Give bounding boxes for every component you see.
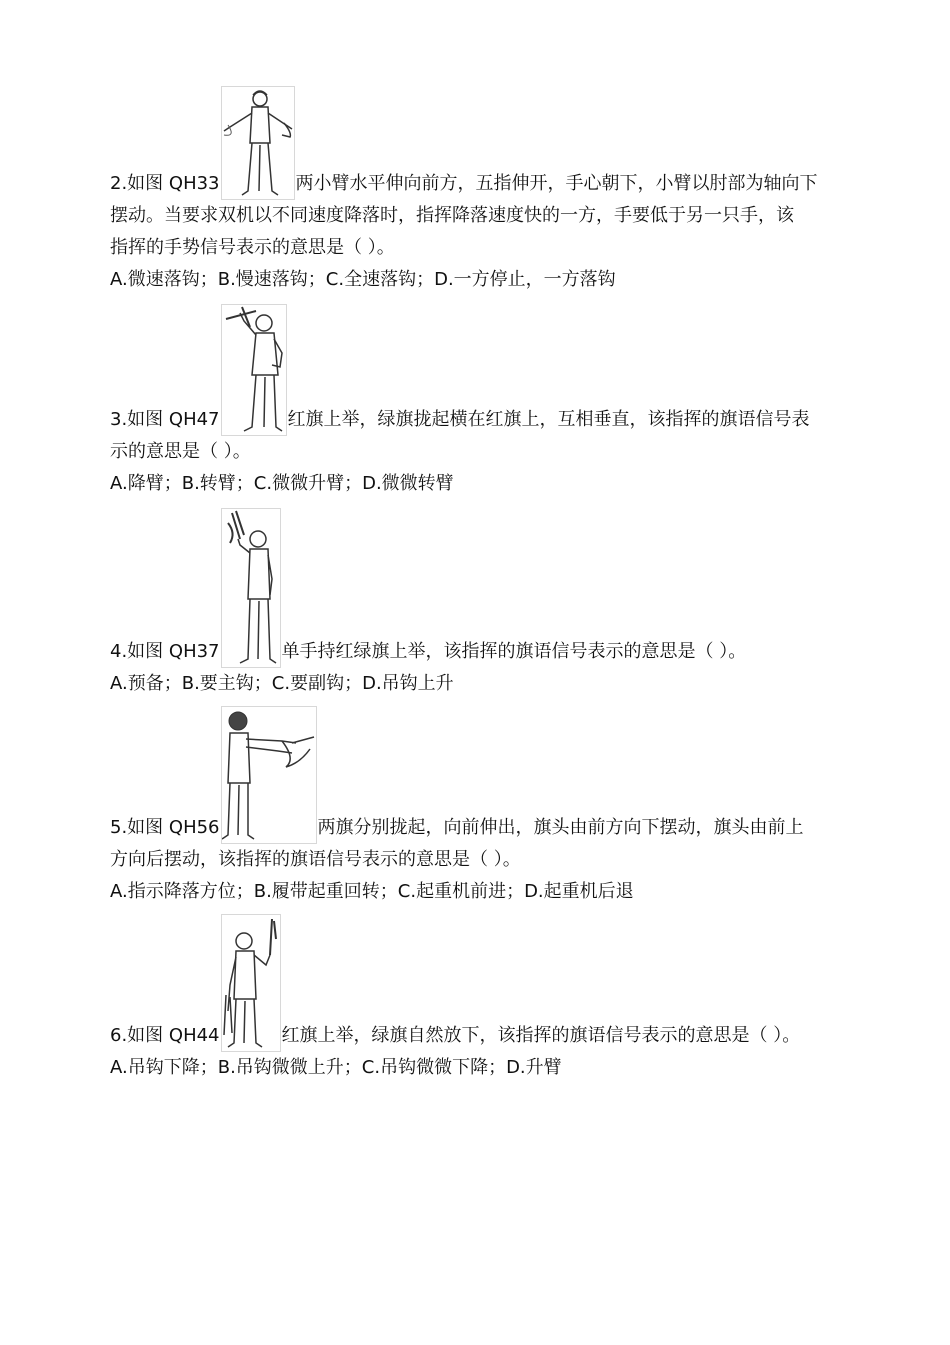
question-6-stem-first: 红旗上举，绿旗自然放下，该指挥的旗语信号表示的意思是（ ）。 xyxy=(281,1025,801,1046)
arms-forward-figure-icon xyxy=(221,86,295,200)
question-6 xyxy=(110,910,870,1084)
question-3 xyxy=(110,300,870,500)
question-5 xyxy=(110,702,870,908)
question-2-number: 2.如图 QH33 xyxy=(110,173,220,194)
question-2-stem-line-2: 摆动。当要求双机以不同速度降落时，指挥降落速度快的一方，手要低于另一只手，该 xyxy=(110,205,794,226)
question-2-stem-first: 两小臂水平伸向前方，五指伸开，手心朝下，小臂以肘部为轴向下 xyxy=(295,173,818,194)
crossed-flags-figure-icon xyxy=(221,304,287,436)
question-6-number: 6.如图 QH44 xyxy=(110,1025,220,1046)
question-3-stem-line-2: 示的意思是（ ）。 xyxy=(110,441,251,462)
question-2-options: A.微速落钩；B.慢速落钩；C.全速落钩；D.一方停止，一方落钩 xyxy=(110,269,616,290)
question-3-number: 3.如图 QH47 xyxy=(110,409,220,430)
question-3-stem-first: 红旗上举，绿旗拢起横在红旗上，互相垂直，该指挥的旗语信号表 xyxy=(287,409,810,430)
question-4-number: 4.如图 QH37 xyxy=(110,641,220,662)
question-2-stem-line-3: 指挥的手势信号表示的意思是（ ）。 xyxy=(110,237,395,258)
question-2 xyxy=(110,82,870,296)
single-hand-flags-up-figure-icon xyxy=(221,508,281,668)
question-5-stem-first: 两旗分别拢起，向前伸出，旗头由前方向下摆动，旗头由前上 xyxy=(317,817,804,838)
flags-forward-figure-icon xyxy=(221,706,317,844)
question-5-options: A.指示降落方位；B.履带起重回转；C.起重机前进；D.起重机后退 xyxy=(110,881,634,902)
question-4-options: A.预备；B.要主钩；C.要副钩；D.吊钩上升 xyxy=(110,673,454,694)
question-5-number: 5.如图 QH56 xyxy=(110,817,220,838)
question-4-stem-first: 单手持红绿旗上举，该指挥的旗语信号表示的意思是（ ）。 xyxy=(281,641,747,662)
question-4 xyxy=(110,504,870,700)
question-3-options: A.降臂；B.转臂；C.微微升臂；D.微微转臂 xyxy=(110,473,454,494)
question-5-stem-line-2: 方向后摆动，该指挥的旗语信号表示的意思是（ ）。 xyxy=(110,849,521,870)
red-flag-up-figure-icon xyxy=(221,914,281,1052)
question-6-options: A.吊钩下降；B.吊钩微微上升；C.吊钩微微下降；D.升臂 xyxy=(110,1057,562,1078)
